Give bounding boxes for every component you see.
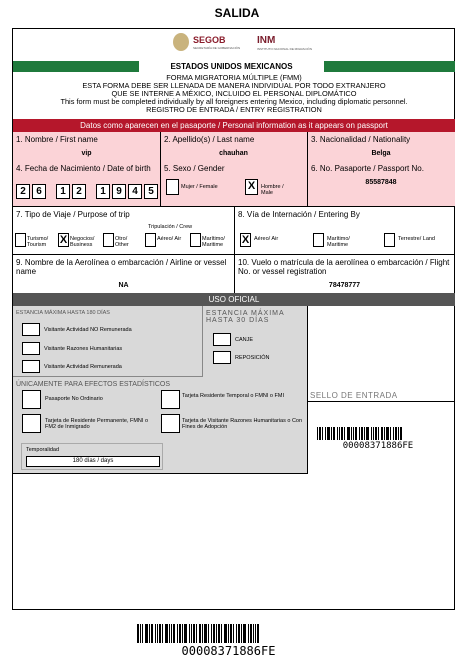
stats-visitor-checkbox[interactable] [161,414,180,433]
section-banner: Datos como aparecen en el pasaporte / Personal information as it appears on passport [13,119,455,132]
segob-logo: SEGOB [193,35,226,45]
stats-permanent-label: Tarjeta de Residente Permanente, FMNI o FM2 de Inmigrado [45,418,149,430]
page-title: SALIDA [214,6,260,20]
sex-female-label: Mujer / Female [181,184,218,190]
dob-day-1[interactable]: 2 [16,184,30,199]
bottom-barcode [137,624,320,643]
trip-business-checkbox[interactable]: X [59,234,68,246]
official-use-banner: USO OFICIAL [13,293,455,306]
small-barcode [317,427,439,440]
stats-passport-checkbox[interactable] [22,390,41,409]
stay180-humanitarian-checkbox[interactable] [22,342,40,355]
nationality-value[interactable]: Belga [371,150,391,157]
airline-value[interactable]: NA [118,282,129,289]
small-barcode-number: 00008371886FE [342,441,414,451]
flight-label: 10. Vuelo o matrícula de la aerolínea o embarcación / Flight No. or vessel registration [238,258,450,276]
sex-male-label: Hombre / Male [261,184,284,196]
last-name-value[interactable]: chauhan [219,150,248,157]
entry-land-label: Terrestre/ Land [398,236,435,242]
crew-maritime-checkbox[interactable] [190,233,201,247]
entry-via-label: 8. Vía de Internación / Entering By [238,210,360,219]
fmm-form [12,28,455,610]
trip-tourism-label: Turismo/ Tourism [27,236,49,248]
stay-180-title: ESTANCIA MÁXIMA HASTA 180 DÍAS [16,310,110,316]
stamp-line [308,401,455,402]
last-name-label: 2. Apellido(s) / Last name [164,135,255,144]
dob-month-2[interactable]: 2 [72,184,86,199]
instruction-line-3: This form must be completed individually by all foreigners entering Mexico, including diplomatic personnel. [60,97,408,106]
dob-label: 4. Fecha de Nacimiento / Date of birth [16,164,151,173]
flight-value[interactable]: 78478777 [328,282,361,289]
sex-male-checkbox[interactable]: X [245,179,258,195]
form-name: FORMA MIGRATORIA MÚLTIPLE (FMM) [166,73,302,82]
stay180-paid-checkbox[interactable] [22,360,40,373]
crew-air-checkbox[interactable] [145,233,156,247]
sex-female-checkbox[interactable] [166,179,179,195]
instruction-line-2: QUE SE INTERNE A MÉXICO, INCLUIDO EL PERSONAL DIPLOMÁTICO [111,89,357,98]
trip-other-checkbox[interactable] [103,233,114,247]
trip-other-label: Otro/ Other [115,236,129,248]
airline-label: 9. Nombre de la Aerolínea o embarcación / Airline or vessel name [16,258,227,276]
stats-temporary-label: Tarjeta Residente Temporal o FMNI o FMI [182,393,284,399]
stats-temporary-checkbox[interactable] [161,390,180,409]
entry-air-checkbox[interactable]: X [241,234,250,246]
stay30-exchange-label: CANJE [235,337,254,343]
entry-stamp-label: SELLO DE ENTRADA [310,391,398,400]
sex-label: 5. Sexo / Gender [164,164,225,173]
entry-land-checkbox[interactable] [384,233,395,247]
trip-type-label: 7. Tipo de Viaje / Purpose of trip [16,210,130,219]
instruction-line-1: ESTA FORMA DEBE SER LLENADA DE MANERA INDIVIDUAL POR TODO EXTRANJERO [82,81,386,90]
stats-passport-label: Pasaporte No Ordinario [45,396,103,402]
stats-permanent-checkbox[interactable] [22,414,41,433]
entry-maritime-checkbox[interactable] [313,233,324,247]
bottom-barcode-number: 00008371886FE [181,644,276,658]
passport-label: 6. No. Pasaporte / Passport No. [311,164,424,173]
temporality-value[interactable]: 180 días / days [26,456,160,467]
inm-subtitle: INSTITUTO NACIONAL DE MIGRACIÓN [257,47,313,51]
crew-maritime-label: Marítimo/ Maritime [202,236,225,248]
trip-business-label: Negocios/ Business [70,236,95,248]
entry-maritime-label: Marítimo/ Maritime [327,236,350,248]
dob-day-2[interactable]: 6 [32,184,46,199]
temporality-label: Temporalidad [26,447,60,453]
stay180-nonpaid-label: Visitante Actividad NO Remunerada [44,327,132,333]
crew-label: Tripulación / Crew [148,224,193,230]
nationality-label: 3. Nacionalidad / Nationality [311,135,411,144]
dob-year-2[interactable]: 9 [112,184,126,199]
crew-air-label: Aéreo/ Air [157,236,182,242]
first-name-value[interactable]: vip [81,150,92,157]
green-bar-right [324,61,455,72]
stay180-humanitarian-label: Visitante Razones Humanitarias [44,346,123,352]
country-title: ESTADOS UNIDOS MEXICANOS [170,62,293,71]
green-bar-left [13,61,139,72]
segob-subtitle: SECRETARÍA DE GOBERNACIÓN [193,46,241,50]
stay-30-title: ESTANCIA MÁXIMA HASTA 30 DÍAS [206,310,285,324]
coat-of-arms-icon [173,33,189,51]
passport-value[interactable]: 85587848 [365,179,397,186]
form-instructions [13,74,455,114]
first-name-label: 1. Nombre / First name [16,135,98,144]
stats-title: ÚNICAMENTE PARA EFECTOS ESTADÍSTICOS [16,381,171,388]
trip-tourism-checkbox[interactable] [15,233,26,247]
stay180-nonpaid-checkbox[interactable] [22,323,40,336]
dob-year-1[interactable]: 1 [96,184,110,199]
entry-air-label: Aéreo/ Air [254,236,279,242]
stats-visitor-label: Tarjeta de Visitante Razones Humanitarias o Con Fines de Adopción [182,418,303,430]
instruction-line-4: REGISTRO DE ENTRADA / ENTRY REGISTRATION [146,105,322,114]
dob-year-3[interactable]: 4 [128,184,142,199]
dob-year-4[interactable]: 5 [144,184,158,199]
inm-logo: INM [257,35,276,46]
stay30-replacement-checkbox[interactable] [213,351,231,364]
dob-month-1[interactable]: 1 [56,184,70,199]
stay30-exchange-checkbox[interactable] [213,333,231,346]
stay30-replacement-label: REPOSICIÓN [235,355,270,361]
stay180-paid-label: Visitante Actividad Remunerada [44,364,122,370]
